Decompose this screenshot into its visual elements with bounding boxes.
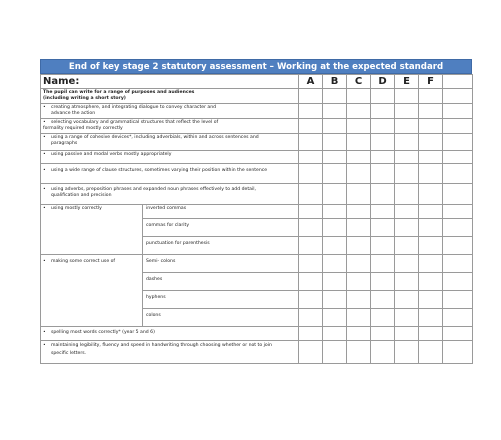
sub-criterion-dashes: dashes [143,273,299,291]
bullet-icon: • [43,120,46,125]
column-f-header: F [419,75,443,89]
mark-cell[interactable] [371,255,395,273]
mark-cell[interactable] [299,89,323,104]
extra-column-header [443,75,473,89]
mark-cell[interactable] [323,104,347,119]
mark-cell[interactable] [347,273,371,291]
table-row [41,151,473,164]
mark-cell[interactable] [371,237,395,255]
mark-cell[interactable] [419,327,443,341]
column-a-header: A [299,75,323,89]
mark-cell[interactable] [323,205,347,219]
mark-cell[interactable] [371,89,395,104]
mark-cell[interactable] [299,184,323,205]
mark-cell[interactable] [347,119,371,134]
mark-cell[interactable] [419,273,443,291]
mark-cell[interactable] [395,255,419,273]
assessment-sheet [40,59,472,364]
mark-cell[interactable] [347,205,371,219]
mark-cell[interactable] [299,205,323,219]
mark-cell[interactable] [371,273,395,291]
sub-criterion-semicolons: Semi- colons [143,255,299,273]
mark-cell[interactable] [419,164,443,184]
mark-cell[interactable] [371,134,395,151]
mark-cell[interactable] [443,327,473,341]
bullet-icon: • [43,135,46,140]
table-row [41,341,473,364]
mark-cell[interactable] [419,104,443,119]
criterion-text: maintaining legibility, fluency and speed in handwriting through choosing whether or not to join [51,343,272,348]
criterion-text: using a wide range of clause structures, sometimes varying their position within the sentence [51,168,268,173]
mark-cell[interactable] [395,237,419,255]
mark-cell[interactable] [347,151,371,164]
mark-cell[interactable] [395,184,419,205]
bullet-icon: • [43,187,46,192]
mark-cell[interactable] [419,151,443,164]
mark-cell[interactable] [323,89,347,104]
mark-cell[interactable] [299,273,323,291]
criterion-text: using mostly correctly [51,206,102,211]
bullet-icon: • [43,206,46,211]
mark-cell[interactable] [443,205,473,219]
mark-cell[interactable] [323,184,347,205]
column-e-header: E [395,75,419,89]
table-row [41,104,473,119]
mark-cell[interactable] [299,255,323,273]
mark-cell[interactable] [419,89,443,104]
table-row [41,327,473,341]
intro-line: (including writing a short story) [43,96,126,101]
mark-cell[interactable] [323,151,347,164]
mark-cell[interactable] [299,237,323,255]
mark-cell[interactable] [443,134,473,151]
mark-cell[interactable] [395,273,419,291]
mark-cell[interactable] [347,291,371,309]
mark-cell[interactable] [395,341,419,364]
mark-cell[interactable] [395,89,419,104]
sheet-title: End of key stage 2 statutory assessment – Working at the expected standard [40,59,472,74]
mark-cell[interactable] [443,273,473,291]
mark-cell[interactable] [443,119,473,134]
mark-cell[interactable] [371,341,395,364]
mark-cell[interactable] [419,291,443,309]
mark-cell[interactable] [443,341,473,364]
bullet-icon: • [43,330,46,335]
mark-cell[interactable] [371,151,395,164]
mark-cell[interactable] [347,134,371,151]
mark-cell[interactable] [371,184,395,205]
mark-cell[interactable] [395,309,419,327]
mark-cell[interactable] [323,255,347,273]
mark-cell[interactable] [443,309,473,327]
mark-cell[interactable] [299,219,323,237]
mark-cell[interactable] [419,184,443,205]
mark-cell[interactable] [299,119,323,134]
sub-criterion-parenthesis: punctuation for parenthesis [143,237,299,255]
bullet-icon: • [43,105,46,110]
criterion-cohesive [41,134,299,151]
mark-cell[interactable] [347,309,371,327]
mark-cell[interactable] [395,327,419,341]
mark-cell[interactable] [419,219,443,237]
mark-cell[interactable] [371,291,395,309]
mark-cell[interactable] [443,104,473,119]
criterion-text: formality required mostly correctly [43,126,123,131]
mark-cell[interactable] [419,255,443,273]
sub-criterion-colons: colons [143,309,299,327]
mark-cell[interactable] [371,327,395,341]
intro-line: The pupil can write for a range of purposes and audiences [43,90,195,95]
mark-cell[interactable] [371,119,395,134]
criterion-text: qualification and precision [51,193,112,198]
criterion-text: selecting vocabulary and grammatical structures that reflect the level of [51,120,219,125]
mark-cell[interactable] [323,164,347,184]
mark-cell[interactable] [419,205,443,219]
mark-cell[interactable] [419,309,443,327]
name-label: Name: [41,75,299,89]
mark-cell[interactable] [419,134,443,151]
criterion-text: using a range of cohesive devices*, including adverbials, within and across sentences and [51,135,259,140]
mark-cell[interactable] [299,309,323,327]
criterion-clause [41,164,299,184]
mark-cell[interactable] [347,237,371,255]
bullet-icon: • [43,152,46,157]
mark-cell[interactable] [299,341,323,364]
mark-cell[interactable] [323,327,347,341]
mark-cell[interactable] [443,184,473,205]
mark-cell[interactable] [299,164,323,184]
mark-cell[interactable] [395,291,419,309]
sub-criterion-hyphens: hyphens [143,291,299,309]
table-row [41,89,473,104]
mark-cell[interactable] [443,255,473,273]
mark-cell[interactable] [395,205,419,219]
mark-cell[interactable] [299,327,323,341]
mark-cell[interactable] [299,151,323,164]
table-row [41,134,473,151]
mark-cell[interactable] [443,291,473,309]
bullet-icon: • [43,259,46,264]
mark-cell[interactable] [323,309,347,327]
mark-cell[interactable] [347,327,371,341]
header-row [41,75,473,89]
mark-cell[interactable] [371,164,395,184]
assessment-table [40,74,473,364]
mark-cell[interactable] [323,134,347,151]
bullet-icon: • [43,168,46,173]
mark-cell[interactable] [443,237,473,255]
mark-cell[interactable] [419,237,443,255]
mark-cell[interactable] [395,104,419,119]
criterion-text: advance the action [51,111,96,116]
criterion-legibility [41,341,299,364]
mark-cell[interactable] [395,151,419,164]
criterion-passive [41,151,299,164]
criterion-text: using adverbs, preposition phrases and expanded noun phrases effectively to add detail, [51,187,256,192]
mark-cell[interactable] [323,237,347,255]
sub-criterion-commas-clarity: commas for clarity [143,219,299,237]
column-c-header: C [347,75,371,89]
table-row [41,255,473,273]
mark-cell[interactable] [323,291,347,309]
mark-cell[interactable] [443,89,473,104]
mark-cell[interactable] [323,119,347,134]
criterion-adverbs [41,184,299,205]
criterion-text: specific letters. [51,351,87,356]
mark-cell[interactable] [323,219,347,237]
mark-cell[interactable] [347,89,371,104]
mark-cell[interactable] [419,341,443,364]
mark-cell[interactable] [347,255,371,273]
mark-cell[interactable] [443,151,473,164]
mark-cell[interactable] [347,219,371,237]
mark-cell[interactable] [395,119,419,134]
criterion-text: spelling most words correctly* (year 5 and 6) [51,330,155,335]
criterion-punctuation [41,255,143,327]
sub-criterion-inverted-commas: inverted commas [143,205,299,219]
mark-cell[interactable] [419,119,443,134]
criterion-text: using passive and modal verbs mostly appropriately [51,152,172,157]
mark-cell[interactable] [347,341,371,364]
column-d-header: D [371,75,395,89]
table-row [41,164,473,184]
intro-text [41,89,299,104]
criterion-text: paragraphs [51,141,78,146]
criterion-text: creating atmosphere, and integrating dialogue to convey character and [51,105,217,110]
mark-cell[interactable] [299,291,323,309]
mark-cell[interactable] [299,104,323,119]
mark-cell[interactable] [443,164,473,184]
table-row [41,119,473,134]
table-row [41,184,473,205]
mark-cell[interactable] [371,205,395,219]
table-row [41,205,473,219]
criterion-spelling [41,327,299,341]
criterion-commas [41,205,143,255]
mark-cell[interactable] [371,219,395,237]
mark-cell[interactable] [347,184,371,205]
mark-cell[interactable] [347,164,371,184]
mark-cell[interactable] [371,104,395,119]
mark-cell[interactable] [299,134,323,151]
mark-cell[interactable] [323,341,347,364]
mark-cell[interactable] [395,134,419,151]
criterion-text: making some correct use of [51,259,116,264]
bullet-icon: • [43,343,46,348]
mark-cell[interactable] [443,219,473,237]
criterion-atmosphere [41,104,299,119]
column-b-header: B [323,75,347,89]
mark-cell[interactable] [347,104,371,119]
mark-cell[interactable] [395,164,419,184]
mark-cell[interactable] [323,273,347,291]
mark-cell[interactable] [371,309,395,327]
mark-cell[interactable] [395,219,419,237]
criterion-vocabulary [41,119,299,134]
